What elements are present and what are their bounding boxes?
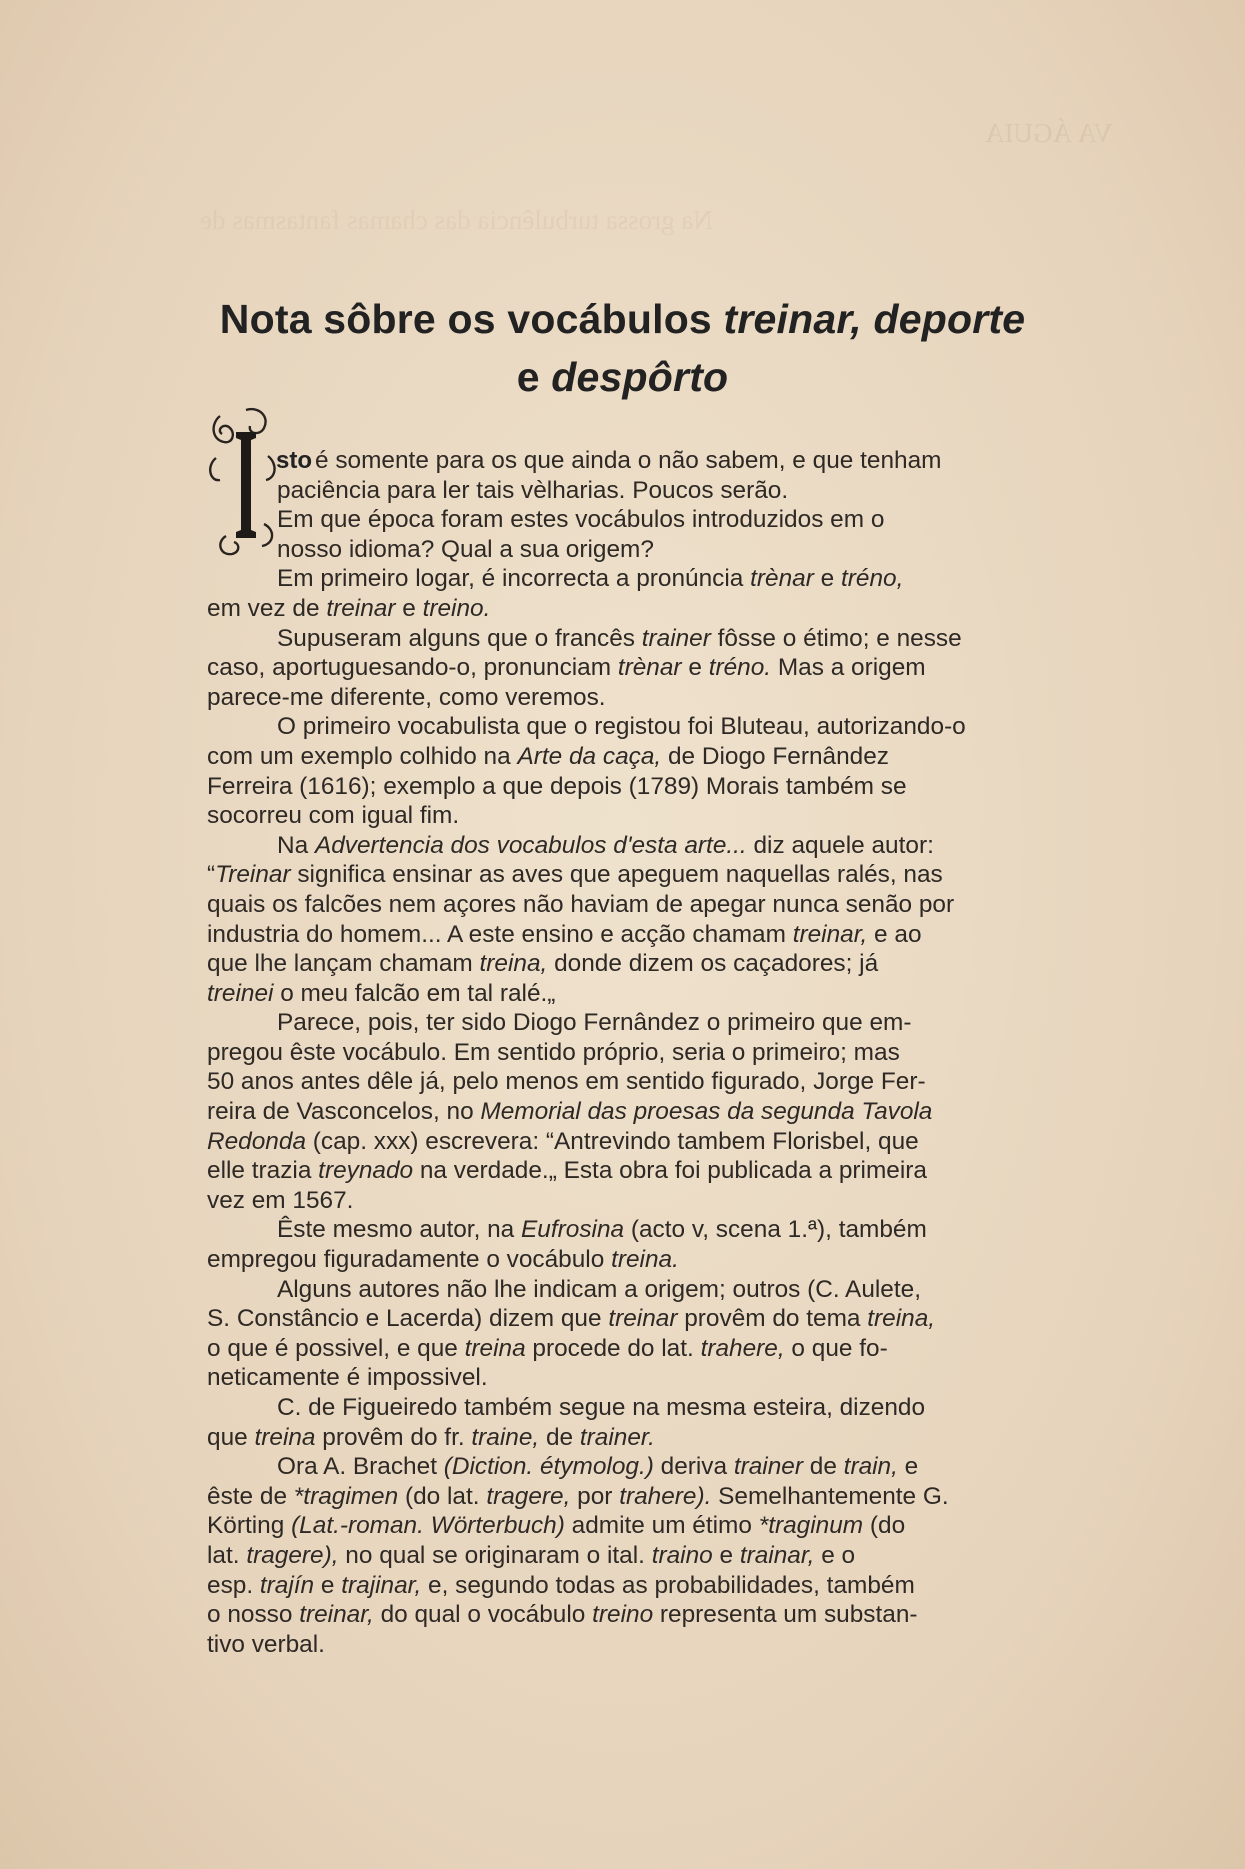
text-run: Alguns autores não lhe indicam a origem; outros (C. Aulete, — [277, 1275, 921, 1303]
text-run: “ — [207, 861, 216, 889]
italic-term: treynado — [318, 1157, 414, 1185]
italic-term: treino — [592, 1601, 654, 1629]
text-run: e, segundo todas as probabilidades, também — [421, 1571, 915, 1599]
body-line — [207, 772, 1097, 802]
text-run: e — [314, 1571, 342, 1599]
italic-term: *tragimen — [293, 1482, 399, 1510]
text-run: reira de Vasconcelos, no — [207, 1098, 481, 1126]
italic-term: trainer — [733, 1453, 803, 1481]
italic-term: trahere, — [700, 1334, 785, 1362]
italic-term: trènar — [617, 654, 682, 682]
body-line — [207, 1156, 1097, 1186]
page-title — [0, 290, 1245, 406]
italic-term: Advertencia dos vocabulos d'esta arte... — [314, 831, 747, 859]
text-run: diz aquele autor: — [746, 831, 934, 859]
italic-term: tragere), — [246, 1541, 339, 1569]
body-line — [207, 712, 1097, 742]
text-run: Em primeiro logar, é incorrecta a pronúncia — [277, 565, 751, 593]
text-run: e — [681, 654, 709, 682]
body-line: paciência para ler tais vèlharias. Poucos serão. — [277, 476, 789, 504]
body-line — [207, 831, 1097, 861]
text-run: (do lat. — [398, 1482, 487, 1510]
text-run: por — [570, 1482, 620, 1510]
body-line — [207, 742, 1097, 772]
text-run: Ora A. Brachet — [277, 1453, 444, 1481]
body-line — [207, 1423, 1097, 1453]
italic-term: tréno. — [708, 654, 772, 682]
body-line — [207, 1334, 1097, 1364]
text-run: admite um étimo — [564, 1512, 759, 1540]
body-line — [207, 920, 1097, 950]
text-run: caso, aportuguesando-o, pronunciam — [207, 654, 618, 682]
italic-term: treina, — [867, 1305, 936, 1333]
text-run: C. de Figueiredo também segue na mesma esteira, dizendo — [277, 1394, 926, 1421]
body-line — [207, 1304, 1097, 1334]
text-run: parece-me diferente, como veremos. — [207, 683, 606, 711]
text-run: esp. — [207, 1571, 260, 1599]
italic-term: Redonda — [207, 1127, 307, 1155]
bleed-through-header: VA ÁGUIA — [985, 118, 1113, 148]
text-run: (do — [863, 1512, 906, 1540]
body-line: é somente para os que ainda o não sabem, e que tenham — [315, 447, 942, 474]
italic-term: *traginum — [758, 1512, 864, 1540]
body-line — [207, 1541, 1097, 1571]
text-run: e — [712, 1541, 740, 1569]
text-run: na verdade.„ Esta obra foi publicada a primeira — [413, 1157, 927, 1185]
body-line — [207, 1363, 1097, 1393]
italic-term: treina. — [611, 1246, 679, 1274]
text-run: êste de — [207, 1482, 294, 1510]
text-run: quais os falcões nem açores não haviam de apegar nunca senão por — [207, 890, 955, 918]
italic-term: trajín — [259, 1571, 315, 1599]
text-run: provêm do fr. — [315, 1423, 472, 1451]
text-run: (acto v, scena 1.ª), também — [624, 1216, 927, 1244]
text-run: (cap. xxx) escrevera: “Antrevindo tambem Florisbel, que — [306, 1127, 919, 1155]
italic-term: trainer. — [579, 1423, 655, 1451]
italic-term: Arte da caça, — [517, 742, 662, 770]
italic-term: treinar, — [299, 1601, 374, 1629]
article-body — [207, 446, 1097, 1659]
text-run: Supuseram alguns que o francês — [277, 624, 642, 652]
text-run: e ao — [867, 920, 922, 948]
body-line — [207, 1245, 1097, 1275]
body-line — [207, 801, 1097, 831]
text-run: representa um substan- — [653, 1601, 918, 1629]
body-line — [207, 949, 1097, 979]
body-line: nosso idioma? Qual a sua origem? — [277, 535, 654, 563]
text-run: o meu falcão em tal ralé.„ — [273, 979, 556, 1007]
text-run: de — [539, 1423, 580, 1451]
text-run: de — [802, 1453, 844, 1481]
bleed-through-line: Na grossa turbulência das chamas fantasmas de — [200, 205, 713, 235]
text-run: de Diogo Fernândez — [661, 742, 889, 770]
text-run: o que fo- — [784, 1334, 888, 1362]
italic-term: (Diction. étymolog.) — [443, 1453, 654, 1481]
body-line — [207, 1571, 1097, 1601]
body-line — [207, 653, 1097, 683]
body-line: Em que época foram estes vocábulos introduzidos em o — [277, 506, 885, 534]
italic-term: Eufrosina — [521, 1216, 625, 1244]
text-run: Ferreira (1616); exemplo a que depois (1789) Morais também se — [207, 772, 907, 800]
text-run: e — [897, 1453, 919, 1481]
text-run: significa ensinar as aves que apeguem naquellas ralés, nas — [290, 861, 943, 889]
text-run: Êste mesmo autor, na — [277, 1216, 522, 1244]
body-line — [207, 1186, 1097, 1216]
text-run: lat. — [207, 1541, 247, 1569]
italic-term: Treinar — [215, 861, 291, 889]
body-line — [207, 1038, 1097, 1068]
italic-term: trainer — [641, 624, 711, 652]
text-run: S. Constâncio e Lacerda) dizem que — [207, 1305, 609, 1333]
body-line — [207, 1482, 1097, 1512]
body-line — [207, 1511, 1097, 1541]
italic-term: (Lat.-roman. Wörterbuch) — [291, 1512, 565, 1540]
italic-term: treinei — [207, 979, 274, 1007]
body-line — [207, 1008, 1097, 1038]
italic-term: treinar — [608, 1305, 678, 1333]
text-run: e — [813, 565, 841, 593]
italic-term: trainar, — [739, 1541, 815, 1569]
text-run: Semelhantemente G. — [711, 1482, 949, 1510]
italic-term: train, — [843, 1453, 898, 1481]
body-line — [207, 1215, 1097, 1245]
text-run: neticamente é impossivel. — [207, 1364, 488, 1392]
text-run: Na — [277, 831, 315, 859]
text-run: empregou figuradamente o vocábulo — [207, 1246, 612, 1274]
text-run: procede do lat. — [525, 1334, 701, 1362]
body-line — [207, 1393, 1097, 1423]
text-run: provêm do tema — [677, 1305, 868, 1333]
body-line — [207, 564, 1097, 594]
title-line-2: e despôrto — [516, 354, 729, 401]
text-run: donde dizem os caçadores; já — [547, 950, 879, 978]
italic-term: trajinar, — [341, 1571, 422, 1599]
text-run: do qual o vocábulo — [373, 1601, 593, 1629]
text-run: que lhe lançam chamam — [207, 950, 480, 978]
text-run: Körting — [207, 1512, 292, 1540]
italic-term: traine, — [471, 1423, 540, 1451]
body-line — [207, 890, 1097, 920]
text-run: fôsse o étimo; e nesse — [710, 624, 962, 652]
dropcap-letter: I — [245, 494, 247, 495]
italic-term: treino. — [422, 594, 491, 622]
text-run: socorreu com igual fim. — [207, 802, 460, 830]
text-run: O primeiro vocabulista que o registou foi Bluteau, autorizando-o — [277, 713, 966, 741]
body-line — [207, 1127, 1097, 1157]
italic-term: treina, — [479, 950, 548, 978]
italic-term: trènar — [750, 565, 814, 593]
dropcap-rest-text: sto — [276, 447, 312, 474]
text-run: em vez de — [207, 594, 327, 622]
italic-term: treinar, — [792, 920, 868, 948]
text-run: com um exemplo colhido na — [207, 742, 518, 770]
body-line — [207, 860, 1097, 890]
text-run: 50 anos antes dêle já, pelo menos em sentido figurado, Jorge Fer- — [207, 1068, 926, 1096]
text-run: que — [207, 1423, 255, 1451]
text-run: tivo verbal. — [207, 1630, 325, 1658]
text-run: o nosso — [207, 1601, 300, 1629]
body-line — [207, 594, 1097, 624]
text-run: no qual se originaram o ital. — [338, 1541, 652, 1569]
text-run: Mas a origem — [771, 654, 926, 682]
text-run: elle trazia — [207, 1157, 319, 1185]
body-line — [207, 683, 1097, 713]
body-line — [207, 979, 1097, 1009]
text-run: industria do homem... A este ensino e acção chamam — [207, 920, 793, 948]
italic-term: treinar — [326, 594, 396, 622]
text-run: e o — [814, 1541, 856, 1569]
italic-term: treina — [254, 1423, 316, 1451]
body-line — [207, 1097, 1097, 1127]
title-line-1: Nota sôbre os vocábulos treinar, deporte — [219, 296, 1026, 343]
italic-term: tréno, — [840, 565, 904, 593]
body-line — [207, 1630, 1097, 1660]
text-run: vez em 1567. — [207, 1186, 354, 1214]
body-line — [207, 1600, 1097, 1630]
text-run: pregou êste vocábulo. Em sentido próprio, seria o primeiro; mas — [207, 1038, 900, 1066]
body-line — [207, 1452, 1097, 1482]
body-line — [207, 1067, 1097, 1097]
body-line — [207, 624, 1097, 654]
italic-term: trahere). — [619, 1482, 712, 1510]
italic-term: treina — [464, 1334, 526, 1362]
text-run: e — [395, 594, 423, 622]
italic-term: traino — [651, 1541, 713, 1569]
italic-term: tragere, — [486, 1482, 571, 1510]
italic-term: Memorial das proesas da segunda Tavola — [480, 1098, 933, 1126]
body-line — [207, 1275, 1097, 1305]
text-run: deriva — [653, 1453, 734, 1481]
text-run: o que é possivel, e que — [207, 1334, 465, 1362]
text-run: Parece, pois, ter sido Diogo Fernândez o primeiro que em- — [277, 1009, 912, 1037]
